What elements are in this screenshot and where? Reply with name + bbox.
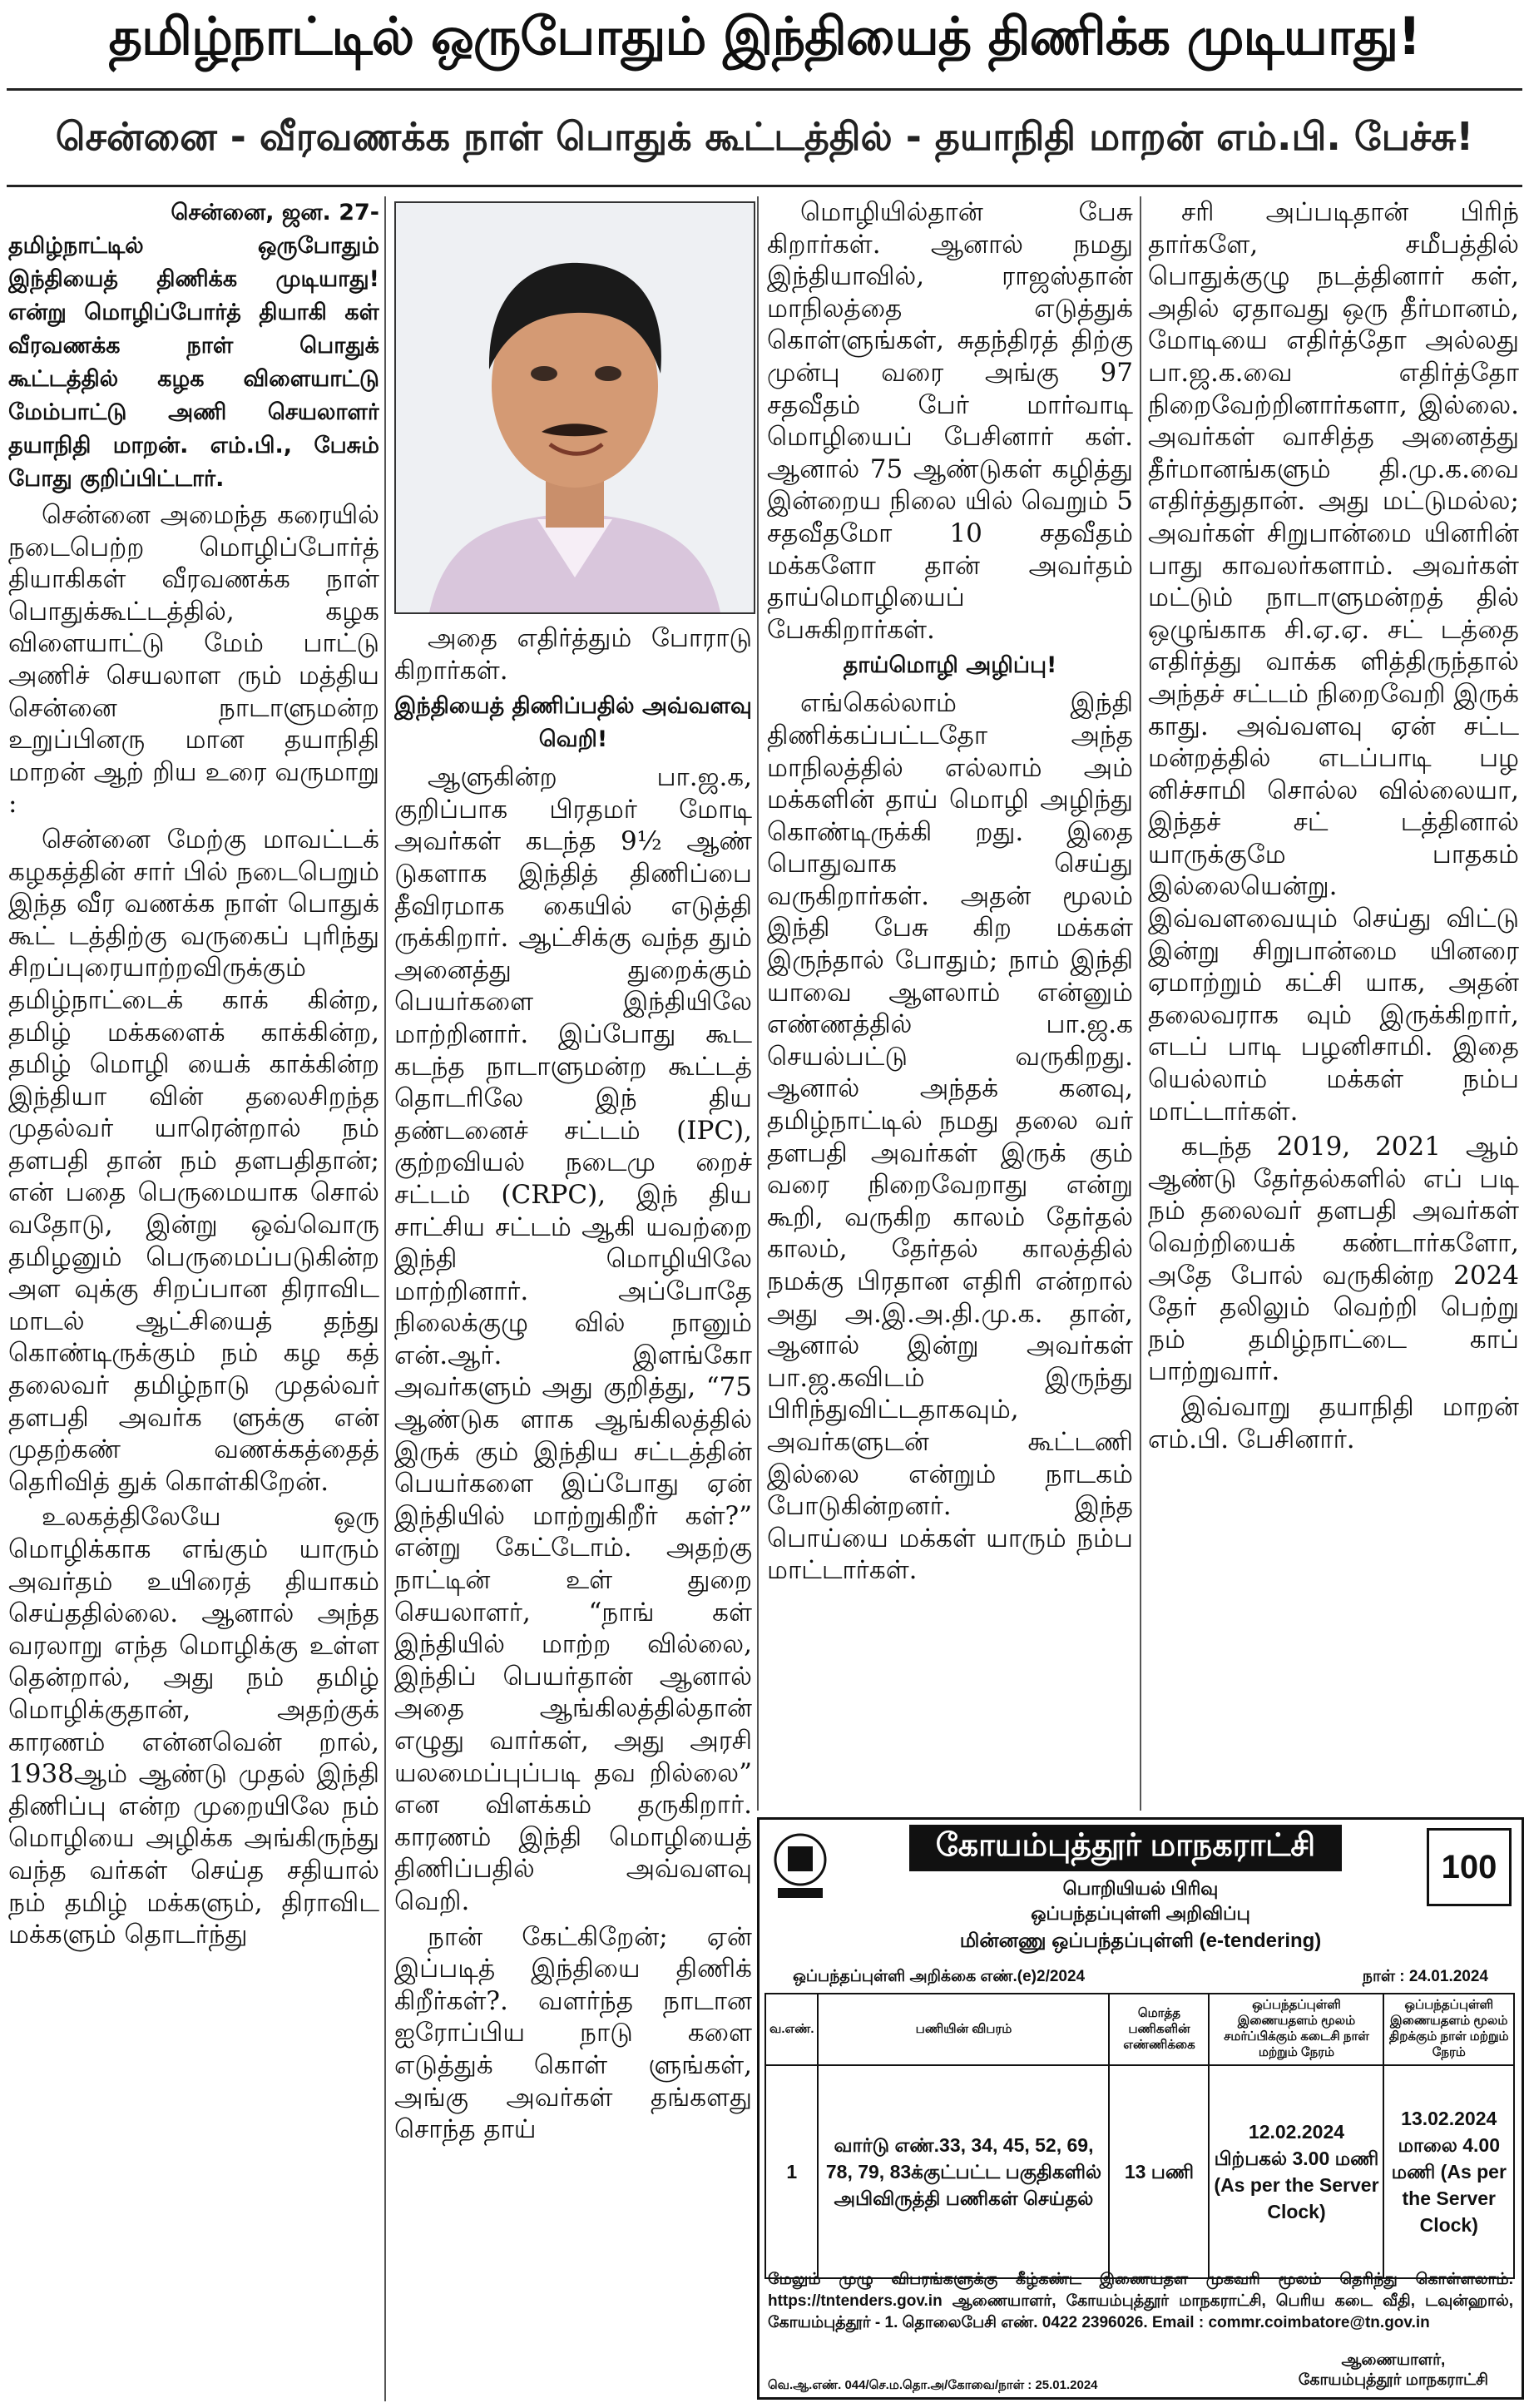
signatory-office: கோயம்புத்தூர் மாநகராட்சி xyxy=(1298,2371,1488,2389)
tender-notice-number: ஒப்பந்தப்புள்ளி அறிக்கை எண்.(e)2/2024 xyxy=(793,1968,1086,1985)
article-paragraph: சரி அப்படிதான் பிரிந் தார்களே, சமீபத்தில் பொதுக்குழு நடத்தினார் கள், அதில் ஏதாவது ஒரு தீர்மானம், மோடியை எதிர்த்தோ அல்லது பா.ஜ.க.வை எதிர்த்தோ நிறைவேற்றினார்களா, இல்லை. அவர்கள் வாசித்த அனைத்து தீர்மானங்களும் தி.மு.க.வை எதிர்த்துதான். அது மட்டுமல்ல; அவர்கள் சிறுபான்மை யினரின் பாது காவலர்களாம். அவர்கள் மட்டும் நாடாளுமன்றத் தில் ஒழுங்காக சி.ஏ.ஏ. சட் டத்தை எதிர்த்து வாக்க ளித்திருந்தால் அந்தச் சட்டம் நிறைவேறி இருக் காது. அவ்வளவு ஏன் சட்ட மன்றத்தில் எடப்பாடி பழ னிச்சாமி சொல்ல வில்லையா, இந்தச் சட் டத்தினால் யாருக்குமே பாதகம் இல்லையென்று. இவ்வளவையும் செய்து விட்டு இன்று சிறுபான்மை யினரை ஏமாற்றும் கட்சி யாக, அதன் தலைவராக வும் இருக்கிறார், எடப் பாடி பழனிசாமி. இதை யெல்லாம் மக்கள் நம்ப மாட்டார்கள். xyxy=(1148,197,1519,1127)
intro-text: தமிழ்நாட்டில் ஒருபோதும் இந்தியைத் திணிக்க முடியாது! என்று மொழிப்போர்த் தியாகி கள் வீரவணக்க நாள் பொதுக் கூட்டத்தில் கழக விளையாட்டு மேம்பாட்டு அணி செயலாளர் தயாநிதி மாறன். எம்.பி., பேசும் போது குறிப்பிட்டார். xyxy=(8,233,379,492)
section-subheading: தாய்மொழி அழிப்பு! xyxy=(843,652,1057,679)
cell-sno: 1 xyxy=(765,2065,818,2278)
article-column-2 xyxy=(394,622,752,2401)
tender-table xyxy=(764,1993,1515,2279)
tender-advertisement xyxy=(757,1817,1524,2400)
column-header: வ.எண். xyxy=(765,1994,818,2065)
signatory-title: ஆணையாளர், xyxy=(1341,2351,1446,2369)
article-paragraph: மொழியில்தான் பேசு கிறார்கள். ஆனால் நமது இந்தியாவில், ராஜஸ்தான் மாநிலத்தை எடுத்துக் கொள்ளுங்கள், சுதந்திரத் திற்கு முன்பு வரை அங்கு 97 சதவீதம் பேர் மார்வாடி மொழியைப் பேசினார் கள். ஆனால் 75 ஆண்டுகள் கழித்து இன்றைய நிலை யில் வெறும் 5 சதவீதமோ 10 சதவீதம் மக்களோ தான் அவர்தம் தாய்மொழியைப் பேசுகிறார்கள். xyxy=(767,197,1133,645)
intro-block xyxy=(8,196,379,496)
tender-department: பொறியியல் பிரிவு xyxy=(1062,1878,1219,1899)
speaker-photo xyxy=(394,201,755,614)
article-paragraph: நான் கேட்கிறேன்; ஏன் இப்படித் இந்தியை திணிக் கிறீர்கள்?. வளர்ந்த நாடான ஐரோப்பிய நாடு களை எடுத்துக் கொள் ளுங்கள், அங்கு அவர்கள் தங்களது சொந்த தாய் xyxy=(394,1921,752,2145)
cell-submit: 12.02.2024 பிற்பகல் 3.00 மணி (As per the Server Clock) xyxy=(1209,2065,1383,2278)
column-divider xyxy=(757,196,759,1811)
article-column-4 xyxy=(1148,196,1519,1811)
tender-notice-heading: ஒப்பந்தப்புள்ளி அறிவிப்பு xyxy=(1031,1903,1250,1924)
column-header: பணியின் விபரம் xyxy=(818,1994,1109,2065)
cell-work: வார்டு எண்.33, 34, 45, 52, 69, 78, 79, 83க்குட்பட்ட பகுதிகளில் அபிவிருத்தி பணிகள் செய்தல் xyxy=(818,2065,1109,2278)
column-divider xyxy=(384,196,386,2401)
page-subheadline: சென்னை - வீரவணக்க நாள் பொதுக் கூட்டத்தில் - தயாநிதி மாறன் எம்.பி. பேச்சு! xyxy=(55,113,1474,159)
table-row xyxy=(765,2065,1514,2278)
tender-reference xyxy=(768,2378,1513,2394)
article-paragraph: ஆளுகின்ற பா.ஜ.க, குறிப்பாக பிரதமர் மோடி அவர்கள் கடந்த 9½ ஆண் டுகளாக இந்தித் திணிப்பை தீவிரமாக கையில் எடுத்தி ருக்கிறார். ஆட்சிக்கு வந்த தும் அனைத்து துறைக்கும் பெயர்களை இந்தியிலே மாற்றினார். இப்போது கூட கடந்த நாடாளுமன்ற கூட்டத் தொடரிலே இந் திய தண்டனைச் சட்டம் (IPC), குற்றவியல் நடைமு றைச் சட்டம் (CRPC), இந் திய சாட்சிய சட்டம் ஆகி யவற்றை இந்தி மொழியிலே மாற்றினார். அப்போதே நிலைக்குழு வில் நானும் என்.ஆர். இளங்கோ அவர்களும் அது குறித்து, “75 ஆண்டுக ளாக ஆங்கிலத்தில் இருக் கும் இந்திய சட்டத்தின் பெயர்களை இப்போது ஏன் இந்தியில் மாற்றுகிறீர் கள்?” என்று கேட்டோம். அதற்கு நாட்டின் உள் துறை செயலாளர், “நாங் கள் இந்தியில் மாற்ற வில்லை, இந்திப் பெயர்தான் ஆனால் அதை ஆங்கிலத்தில்தான் எழுது வார்கள், அது அரசி யலமைப்புப்படி தவ றில்லை” என விளக்கம் தருகிறார். காரணம் இந்தி மொழியைத் திணிப்பதில் அவ்வளவு வெறி. xyxy=(394,762,752,1916)
portrait-image xyxy=(396,203,754,612)
column-header: ஒப்பந்தப்புள்ளி இணையதளம் மூலம் சமர்ப்பிக்கும் கடைசி நாள் மற்றும் நேரம் xyxy=(1209,1994,1383,2065)
article-paragraph: சென்னை அமைந்த கரையில் நடைபெற்ற மொழிப்போர்த் தியாகிகள் வீரவணக்க நாள் பொதுக்கூட்டத்தில், கழக விளையாட்டு மேம் பாட்டு அணிச் செயலாள ரும் மத்திய சென்னை நாடாளுமன்ற உறுப்பினரு மான தயாநிதி மாறன் ஆற் றிய உரை வருமாறு : xyxy=(8,500,379,820)
tender-footer: மேலும் முழு விபரங்களுக்கு கீழ்கண்ட இணையதள முகவரி மூலம் தெரிந்து கொள்ளலாம். https://tntenders.gov.in ஆணையாளர், கோயம்புத்தூர் மாநகராட்சி, பெரிய கடை வீதி, டவுன்ஹால், கோயம்புத்தூர் - 1. தொலைபேசி எண். 0422 2396026. Email : commr.coimbatore@tn.gov.in xyxy=(768,2271,1513,2331)
column-divider xyxy=(1140,196,1141,1811)
tender-meta xyxy=(760,1968,1522,1991)
page-headline: தமிழ்நாட்டில் ஒருபோதும் இந்தியைத் திணிக்க முடியாது! xyxy=(108,6,1421,67)
tender-e-tendering: மின்னணு ஒப்பந்தப்புள்ளி (e-tendering) xyxy=(959,1930,1322,1952)
article-paragraph: கடந்த 2019, 2021 ஆம் ஆண்டு தேர்தல்களில் எப் படி நம் தலைவர் தளபதி அவர்கள் வெற்றியைக் கண்டார்களோ, அதே போல் வருகின்ற 2024 தேர் தலிலும் வெற்றி பெற்று நம் தமிழ்நாட்டை காப் பாற்றுவார். xyxy=(1148,1132,1519,1387)
article-column-1 xyxy=(8,196,379,2401)
column-header: மொத்த பணிகளின் எண்ணிக்கை xyxy=(1109,1994,1209,2065)
article-paragraph: அதை எதிர்த்தும் போராடு கிறார்கள். xyxy=(394,623,752,686)
section-subheading: இந்தியைத் திணிப்பதில் அவ்வளவு வெறி! xyxy=(394,693,752,753)
tender-notice-date: நாள் : 24.01.2024 xyxy=(1362,1968,1488,1985)
article-paragraph: சென்னை மேற்கு மாவட்டக் கழகத்தின் சார் பில் நடைபெறும் இந்த வீர வணக்க நாள் பொதுக் கூட் டத்திற்கு வருகைப் புரிந்து சிறப்புரையாற்றவிருக்கும் தமிழ்நாட்டைக் காக் கின்ற, தமிழ் மக்களைக் காக்கின்ற, தமிழ் மொழி யைக் காக்கின்ற இந்தியா வின் தலைசிறந்த முதல்வர் யாரென்றால் நம் தளபதி தான் நம் தளபதிதான்; என் பதை பெருமையாக சொல் வதோடு, இன்று ஒவ்வொரு தமிழனும் பெருமைப்படுகின்ற அள வுக்கு சிறப்பான திராவிட மாடல் ஆட்சியைத் தந்து கொண்டிருக்கும் நம் கழ கத் தலைவர் தமிழ்நாடு முதல்வர் தளபதி அவர்க ளுக்கு என் முதற்கண் வணக்கத்தைத் தெரிவித் துக் கொள்கிறேன். xyxy=(8,824,379,1497)
subheadline-divider xyxy=(7,185,1522,187)
tender-title: கோயம்புத்தூர் மாநகராட்சி xyxy=(909,1825,1342,1871)
article-paragraph: உலகத்திலேயே ஒரு மொழிக்காக எங்கும் யாரும் அவர்தம் உயிரைத் தியாகம் செய்ததில்லை. ஆனால் அந்த வரலாறு எந்த மொழிக்கு உள்ள தென்றால், அது நம் தமிழ் மொழிக்குதான், அதற்குக் காரணம் என்னவென் றால், 1938ஆம் ஆண்டு முதல் இந்தி திணிப்பு என்ற முறையிலே நம் மொழியை அழிக்க அங்கிருந்து வந்த வர்கள் செய்த சதியால் நம் தமிழ் மக்களும், திராவிட மக்களும் தொடர்ந்து xyxy=(8,1502,379,1950)
centenary-logo: 100 xyxy=(1427,1828,1512,1906)
cell-open: 13.02.2024 மாலை 4.00 மணி (As per the Server Clock) xyxy=(1383,2065,1514,2278)
dateline: சென்னை, ஜன. 27- xyxy=(171,200,379,225)
tender-reference-number: வெ.ஆ.எண். 044/செ.ம.தொ.அ/கோவை/நாள் : 25.01.2024 xyxy=(768,2378,1098,2392)
article-paragraph: இவ்வாறு தயாநிதி மாறன் எம்.பி. பேசினார். xyxy=(1148,1391,1519,1454)
cell-count: 13 பணி xyxy=(1109,2065,1209,2278)
column-header: ஒப்பந்தப்புள்ளி இணையதளம் மூலம் திறக்கும் நாள் மற்றும் நேரம் xyxy=(1383,1994,1514,2065)
article-column-3 xyxy=(767,196,1133,1811)
headline-divider xyxy=(7,88,1522,91)
article-paragraph: எங்கெல்லாம் இந்தி திணிக்கப்பட்டதோ அந்த மாநிலத்தில் எல்லாம் அம் மக்களின் தாய் மொழி அழிந்து கொண்டிருக்கி றது. இதை பொதுவாக செய்து வருகிறார்கள். அதன் மூலம் இந்தி பேசு கிற மக்கள் இருந்தால் போதும்; நாம் இந்தி யாவை ஆளலாம் என்னும் எண்ணத்தில் பா.ஜ.க செயல்பட்டு வருகிறது. ஆனால் அந்தக் கனவு, தமிழ்நாட்டில் நமது தலை வர் தளபதி அவர்கள் இருக் கும் வரை நிறைவேறாது என்று கூறி, வருகிற காலம் தேர்தல் காலம், தேர்தல் காலத்தில் நமக்கு பிரதான எதிரி என்றால் அது அ.இ.அ.தி.மு.க. தான், ஆனால் இன்று அவர்கள் பா.ஜ.கவிடம் இருந்து பிரிந்துவிட்டதாகவும், அவர்களுடன் கூட்டணி இல்லை என்றும் நாடகம் போடுகின்றனர். இந்த பொய்யை மக்கள் யாரும் நம்ப மாட்டார்கள். xyxy=(767,688,1133,1586)
table-header-row xyxy=(765,1994,1514,2065)
